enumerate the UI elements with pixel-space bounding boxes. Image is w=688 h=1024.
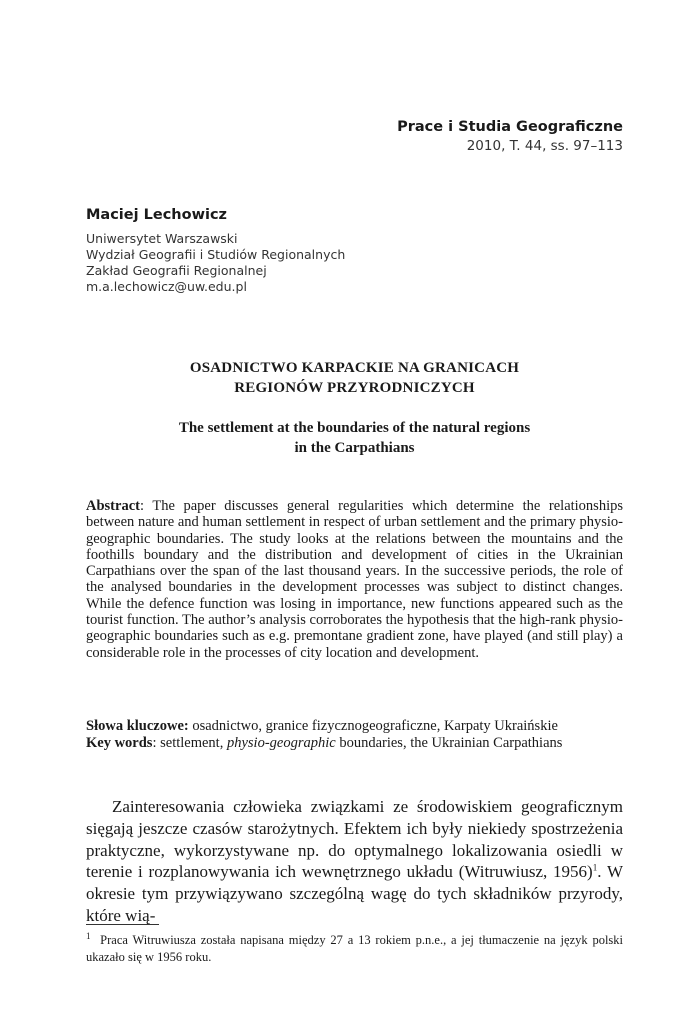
keywords-english-text-b: boundaries, the Ukrainian Carpathians [335,735,563,751]
affiliation-department: Zakład Geografii Regionalnej [86,263,267,278]
journal-volume: 2010, T. 44, ss. 97–113 [466,138,623,154]
title-english-line1: The settlement at the boundaries of the natural regions [178,420,531,436]
footnote-text: Praca Witruwiusza została napisana między 27 a 13 rokiem p.n.e., a jej tłumaczenie na język polski ukazało się w 1956 roku. [86,933,624,964]
keywords-polish-text: osadnictwo, granice fizycznogeograficzne, Karpaty Ukraińskie [188,718,558,734]
journal-name: Prace i Studia Geograficzne [397,119,623,135]
footnote [86,932,623,966]
footnote-reference[interactable]: 1 [592,862,598,873]
journal-header [397,118,623,155]
footnote-number: 1 [86,930,91,941]
title-polish-line1: OSADNICTWO KARPACKIE NA GRANICACH [189,360,520,376]
body-paragraph-part-a: Zainteresowania człowieka związkami ze środowiskiem geograficznym sięgają jeszcze czasów starożytnych. Efektem ich były niekiedy spostrzeżenia praktyczne, wykorzystywane np. do optymalnego lokalizowania osiedli w terenie i rozplanowywania ich wewnętrznego układu (Witruwiusz, 1956) [86,797,623,882]
footnote-divider [86,924,159,925]
keywords-english [86,735,623,752]
keywords-english-italic: physio-geographic [226,735,336,751]
abstract-text: : The paper discusses general regularities which determine the relationships between nature and human settlement in respect of urban settlement and the primary physio-geographic boundaries. The study looks at the relations between the mountains and the foothills boundary and the distribution and development of cities in the Ukrainian Carpathians over the span of the last thousand years. In the successive periods, the role of the analysed boundaries in the development processes was subject to distinct changes. While the defence function was losing in importance, new functions appeared such as the tourist function. The author’s analysis corroborates the hypothesis that the high-rank physio-geographic boundaries such as e.g. premontane gradient zone, have played (and still play) a considerable role in the processes of city location and development. [86,498,623,661]
title-polish-line2: REGIONÓW PRZYRODNICZYCH [234,380,475,396]
body-paragraph [86,796,623,927]
affiliation-university: Uniwersytet Warszawski [86,231,238,246]
keywords-block [86,718,623,752]
abstract-label: Abstract [86,498,140,514]
keywords-polish [86,718,623,735]
title-english [86,418,623,458]
author-name: Maciej Lechowicz [86,207,227,223]
keywords-english-label: Key words [86,735,153,751]
author-email: m.a.lechowicz@uw.edu.pl [86,279,247,294]
title-english-line2: in the Carpathians [294,440,415,456]
keywords-polish-label: Słowa kluczowe: [86,718,189,734]
keywords-english-text-a: : settlement, [152,735,227,751]
title-polish [86,358,623,398]
body-paragraph-part-b: . W okresie tym przywiązywano szczególną wagę do tych składników przyrody, które wią- [86,862,623,925]
author-block [86,205,345,295]
abstract [86,498,623,661]
affiliation-faculty: Wydział Geografii i Studiów Regionalnych [86,247,346,262]
